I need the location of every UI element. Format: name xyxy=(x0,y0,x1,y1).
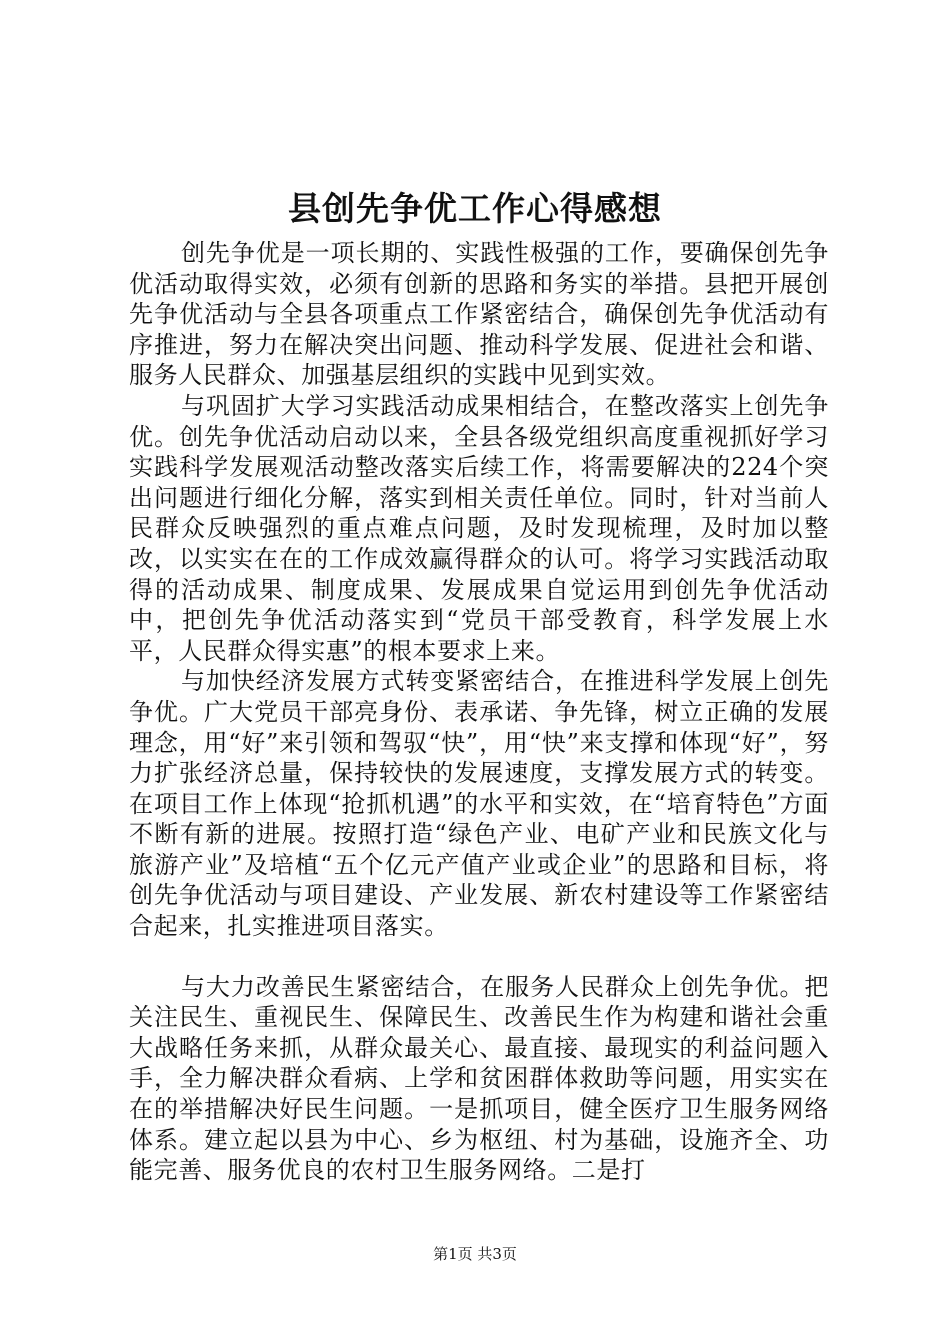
paragraph-intro: 创先争优是一项长期的、实践性极强的工作，要确保创先争优活动取得实效，必须有创新的思路和务实的举措。县把开展创先争优活动与全县各项重点工作紧密结合，确保创先争优活动有序推进，努力在解决突出问题、推动科学发展、促进社会和谐、服务人民群众、加强基层组织的实践中见到实效。 xyxy=(129,239,829,390)
paragraph-learning-practice: 与巩固扩大学习实践活动成果相结合，在整改落实上创先争优。创先争优活动启动以来，全县各级党组织高度重视抓好学习实践科学发展观活动整改落实后续工作，将需要解决的224个突出问题进行细化分解，落实到相关责任单位。同时，针对当前人民群众反映强烈的重点难点问题，及时发现梳理，及时加以整改，以实实在在的工作成效赢得群众的认可。将学习实践活动取得的活动成果、制度成果、发展成果自觉运用到创先争优活动中，把创先争优活动落实到“党员干部受教育，科学发展上水平，人民群众得实惠”的根本要求上来。 xyxy=(129,391,829,665)
document-body xyxy=(129,238,829,1186)
paragraph-economic-development: 与加快经济发展方式转变紧密结合，在推进科学发展上创先争优。广大党员干部亮身份、表承诺、争先锋，树立正确的发展理念，用“好”来引领和驾驭“快”，用“快”来支撑和体现“好”，努力扩张经济总量，保持较快的发展速度，支撑发展方式的转变。在项目工作上体现“抢抓机遇”的水平和实效，在“培育特色”方面不断有新的进展。按照打造“绿色产业、电矿产业和民族文化与旅游产业”及培植“五个亿元产值产业或企业”的思路和目标，将创先争优活动与项目建设、产业发展、新农村建设等工作紧密结合起来，扎实推进项目落实。 xyxy=(129,667,829,941)
document-title: 县创先争优工作心得感想 xyxy=(288,189,662,228)
page-footer: 第1页 共3页 xyxy=(433,1245,517,1263)
paragraph-livelihood: 与大力改善民生紧密结合，在服务人民群众上创先争优。把关注民生、重视民生、保障民生、改善民生作为构建和谐社会重大战略任务来抓，从群众最关心、最直接、最现实的利益问题入手，全力解决群众看病、上学和贫困群体救助等问题，用实实在在的举措解决好民生问题。一是抓项目，健全医疗卫生服务网络体系。建立起以县为中心、乡为枢纽、村为基础，设施齐全、功能完善、服务优良的农村卫生服务网络。二是打 xyxy=(129,972,829,1185)
